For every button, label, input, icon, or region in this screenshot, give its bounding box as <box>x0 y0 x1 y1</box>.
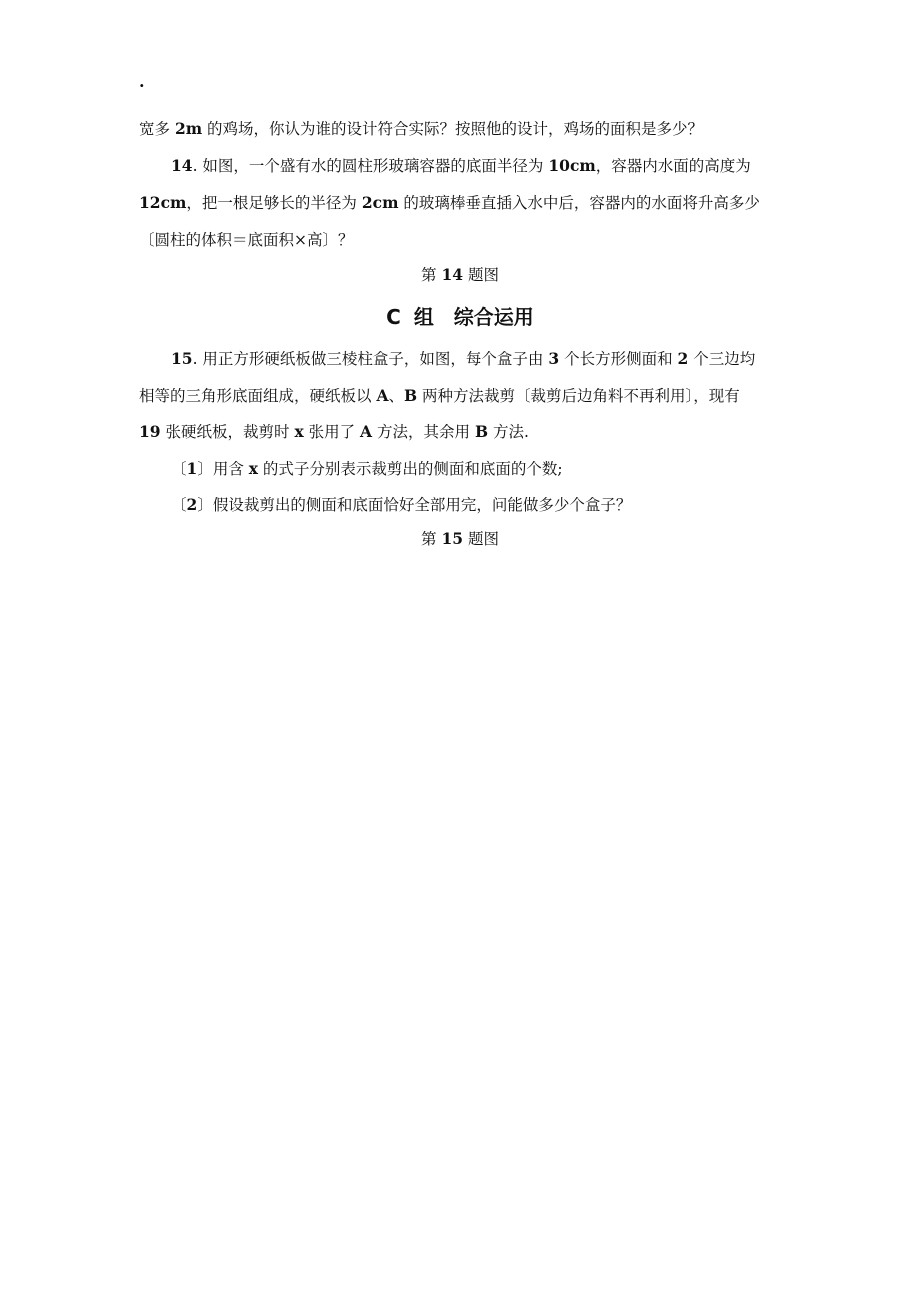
q15-line-3: 19 张硬纸板，裁剪时 x 张用了 A 方法，其余用 B 方法. <box>139 422 529 441</box>
q14-figure-caption: 第 14 题图 <box>421 265 499 284</box>
q14-number: 14 <box>171 156 193 175</box>
q15-subquestion-2: 〔2〕假设裁剪出的侧面和底面恰好全部用完，问能做多少个盒子？ <box>171 495 632 514</box>
page-marker: . <box>139 72 145 91</box>
q15-subquestion-1: 〔1〕用含 x 的式子分别表示裁剪出的侧面和底面的个数; <box>171 459 563 478</box>
q15-number: 15 <box>171 349 193 368</box>
q14-line-2: 12cm，把一根足够长的半径为 2cm 的玻璃棒垂直插入水中后，容器内的水面将升高多少 <box>139 193 760 212</box>
q14-line-3: 〔圆柱的体积＝底面积×高〕？ <box>139 231 354 249</box>
q15-line-2: 相等的三角形底面组成，硬纸板以 A、B 两种方法裁剪〔裁剪后边角料不再利用〕，现有 <box>139 386 740 405</box>
q13-tail-line: 宽多 2m 的鸡场，你认为谁的设计符合实际？按照他的设计，鸡场的面积是多少？ <box>139 119 704 138</box>
section-c-title: C 组 综合运用 <box>386 305 534 329</box>
q15-line-1: 15. 用正方形硬纸板做三棱柱盒子，如图，每个盒子由 3 个长方形侧面和 2 个三边均 <box>171 349 756 368</box>
q15-figure-caption: 第 15 题图 <box>421 529 499 548</box>
q14-line-1: 14. 如图，一个盛有水的圆柱形玻璃容器的底面半径为 10cm，容器内水面的高度为 <box>171 156 751 175</box>
